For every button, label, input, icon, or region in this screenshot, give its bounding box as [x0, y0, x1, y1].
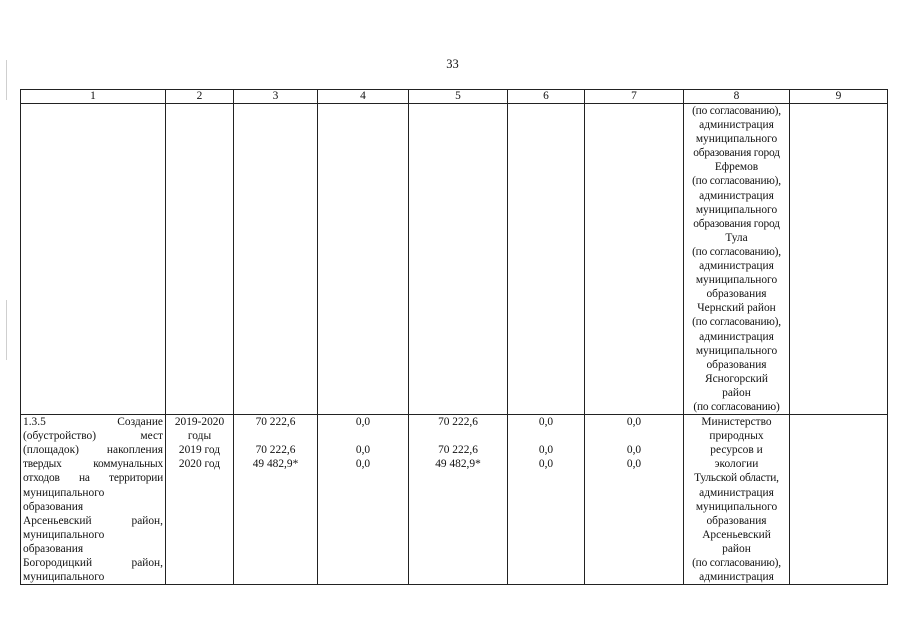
column-header: 7	[585, 90, 684, 104]
column-header: 8	[684, 90, 790, 104]
cell-line: отходов на территории	[23, 472, 163, 485]
cell-line: администрация	[699, 330, 774, 343]
cell-line: (по согласованию),	[692, 557, 781, 569]
table-row-continuation	[21, 104, 888, 415]
cell-line: (по согласованию),	[692, 105, 781, 117]
responsible-executors-cell	[684, 415, 790, 585]
cell-line: Тула	[725, 231, 748, 244]
value-cell-col5	[409, 415, 508, 585]
program-table	[20, 89, 888, 585]
column-header: 4	[318, 90, 409, 104]
cell-line: муниципального	[695, 344, 778, 357]
column-header: 3	[234, 90, 318, 104]
cell-line: образования	[706, 358, 767, 371]
value-2019: 0,0	[355, 444, 371, 457]
spacer	[510, 429, 582, 443]
cell-line: 2019 год	[178, 444, 221, 457]
value-2020: 49 482,9*	[252, 458, 299, 471]
cell-line: администрация	[699, 571, 774, 584]
cell-line: Ефремов	[714, 161, 759, 174]
value-2020: 0,0	[538, 458, 554, 471]
table-cell	[21, 104, 166, 415]
table-cell	[234, 104, 318, 415]
table-cell	[585, 104, 684, 415]
value-2019: 0,0	[538, 444, 554, 457]
column-header: 5	[409, 90, 508, 104]
cell-line: (по согласованию),	[692, 245, 781, 258]
cell-line: администрация	[699, 119, 774, 132]
cell-line: район	[722, 542, 751, 555]
cell-line: администрация	[699, 260, 774, 273]
cell-line: (по согласованию)	[693, 400, 780, 413]
table-cell	[409, 104, 508, 415]
measure-name-cell	[21, 415, 166, 585]
cell-line: 1.3.5 Создание	[23, 416, 163, 429]
spacer	[587, 429, 681, 443]
cell-line: годы	[187, 430, 212, 443]
value-cell-col4	[318, 415, 409, 585]
value-total: 0,0	[626, 416, 642, 429]
cell-line: Министерство	[701, 416, 772, 429]
cell-line: (по согласованию),	[692, 175, 781, 188]
cell-line: ресурсов и	[710, 444, 763, 457]
cell-line: природных	[709, 430, 764, 443]
cell-line: район	[722, 386, 751, 399]
page-number: 33	[446, 57, 459, 71]
cell-line: Арсеньевский район,	[23, 514, 163, 527]
column-header: 6	[508, 90, 585, 104]
cell-line: образования	[706, 514, 767, 527]
value-2019: 70 222,6	[255, 444, 296, 457]
value-2020: 49 482,9*	[435, 458, 481, 471]
responsible-executors-cell	[684, 104, 790, 415]
cell-line: муниципального	[695, 274, 778, 287]
cell-line: 2020 год	[178, 458, 221, 471]
table-row-1-3-5	[21, 415, 888, 585]
cell-line: твердых коммунальных	[23, 458, 163, 471]
value-total: 70 222,6	[255, 416, 296, 429]
table-cell	[508, 104, 585, 415]
cell-line: Тульской области,	[694, 472, 779, 485]
cell-line: Богородицкий район,	[23, 557, 163, 569]
spacer	[236, 429, 315, 443]
cell-line: образования	[706, 288, 767, 301]
scan-edge-mark	[6, 300, 7, 360]
cell-line: Чернский район	[697, 302, 776, 315]
column-header: 1	[21, 90, 166, 104]
cell-line: 2019-2020	[174, 416, 225, 429]
cell-line: Арсеньевский	[702, 528, 771, 541]
value-2020: 0,0	[355, 458, 371, 471]
cell-line: (площадок) накопления	[23, 444, 163, 457]
cell-line: администрация	[699, 189, 774, 202]
value-2019: 0,0	[626, 444, 642, 457]
cell-line: образования	[23, 542, 84, 555]
value-cell-col3	[234, 415, 318, 585]
value-cell-col6	[508, 415, 585, 585]
cell-line: муниципального	[23, 528, 105, 541]
value-total: 0,0	[355, 416, 371, 429]
value-2019: 70 222,6	[438, 444, 478, 457]
cell-line: Ясногорский	[704, 372, 768, 385]
spacer	[411, 429, 505, 443]
cell-line: образования город	[693, 217, 780, 230]
column-header: 2	[166, 90, 234, 104]
spacer	[320, 429, 406, 443]
table-cell	[790, 104, 888, 415]
cell-line: экологии	[714, 458, 759, 471]
table-cell	[318, 104, 409, 415]
cell-line: администрация	[699, 486, 774, 499]
cell-line: муниципального	[695, 500, 778, 513]
cell-line: муниципального	[695, 133, 778, 146]
cell-line: (обустройство) мест	[23, 430, 163, 443]
value-total: 70 222,6	[438, 416, 478, 429]
table-cell	[790, 415, 888, 585]
value-total: 0,0	[538, 416, 554, 429]
column-header: 9	[790, 90, 888, 104]
cell-line: образования	[23, 500, 84, 513]
cell-line: муниципального	[23, 486, 105, 499]
cell-line: муниципального	[695, 203, 778, 216]
period-cell	[166, 415, 234, 585]
table-cell	[166, 104, 234, 415]
cell-line: муниципального	[23, 571, 105, 584]
value-cell-col7	[585, 415, 684, 585]
cell-line: образования город	[693, 147, 780, 160]
value-2020: 0,0	[626, 458, 642, 471]
cell-line: (по согласованию),	[692, 316, 781, 329]
column-number-row	[21, 90, 888, 104]
